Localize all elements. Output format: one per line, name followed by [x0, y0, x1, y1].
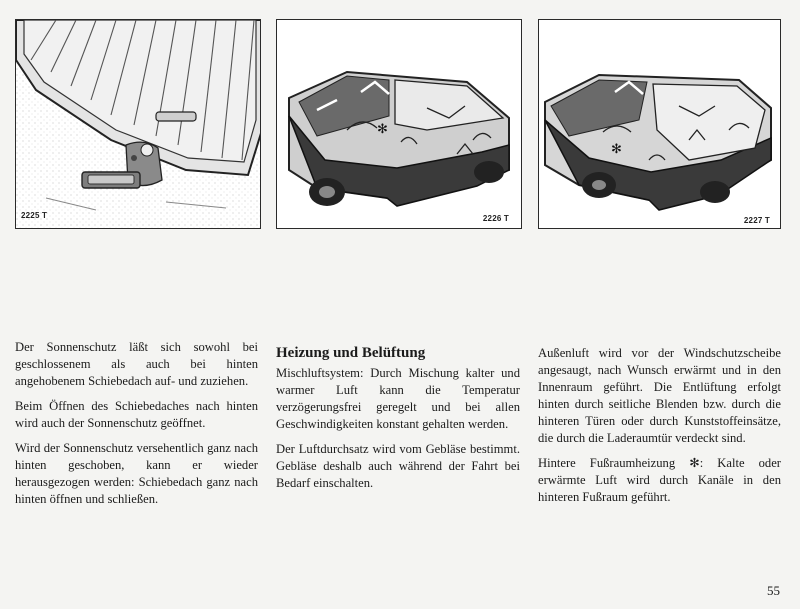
car-ventilation-estate-icon	[539, 20, 781, 229]
svg-text:✻: ✻	[611, 142, 622, 157]
paragraph: Außenluft wird vor der Windschutzscheibe angesaugt, nach Wunsch erwärmt und in den Innenraum geführt. Die Entlüftung erfolgt hinten durch seitliche Blenden bzw. durch die hinteren Türen oder durch Kunststoffeinsätze, die durch die Laderaumtür verdeckt sind.	[538, 346, 781, 445]
svg-text:✻: ✻	[377, 122, 388, 137]
car-ventilation-hatchback-icon	[277, 20, 522, 229]
paragraph: Der Luftdurchsatz wird vom Gebläse bestimmt. Gebläse deshalb auch während der Fahrt bei Bedarf einschalten.	[276, 442, 520, 490]
paragraph: Beim Öffnen des Schiebedaches nach hinten wird auch der Sonnenschutz geöffnet.	[15, 399, 258, 430]
paragraph: Mischluftsystem: Durch Mischung kalter und warmer Luft kann die Temperatur verzögerungsfrei geregelt und bei allen Geschwindigkeiten konstant gehalten werden.	[276, 366, 520, 431]
paragraph: Der Sonnenschutz läßt sich sowohl bei geschlossenem als auch bei hinten angehobenem Schiebedach auf- und zuziehen.	[15, 340, 258, 388]
right-text-column	[538, 345, 781, 514]
paragraph: Wird der Sonnenschutz versehentlich ganz nach hinten geschoben, kann er wieder herausgezogen werden: Schiebedach ganz nach hinten öffnen und schließen.	[15, 441, 258, 506]
sunroof-shade-icon	[16, 20, 261, 229]
left-text-column	[15, 339, 258, 516]
figure-ventilation-hatchback	[276, 19, 522, 229]
section-heading: Heizung und Belüftung	[276, 345, 426, 361]
figure-sunroof	[15, 19, 261, 229]
paragraph: Hintere Fußraumheizung ✻: Kalte oder erwärmte Luft wird durch Kanäle in den hinteren Fußraum geführt.	[538, 456, 781, 504]
figure-number: 2226 T	[482, 214, 509, 223]
figure-number: 2227 T	[743, 216, 770, 225]
figure-ventilation-estate	[538, 19, 781, 229]
figure-number: 2225 T	[21, 211, 48, 220]
page-number: 55	[767, 583, 780, 598]
middle-text-column	[276, 345, 520, 500]
